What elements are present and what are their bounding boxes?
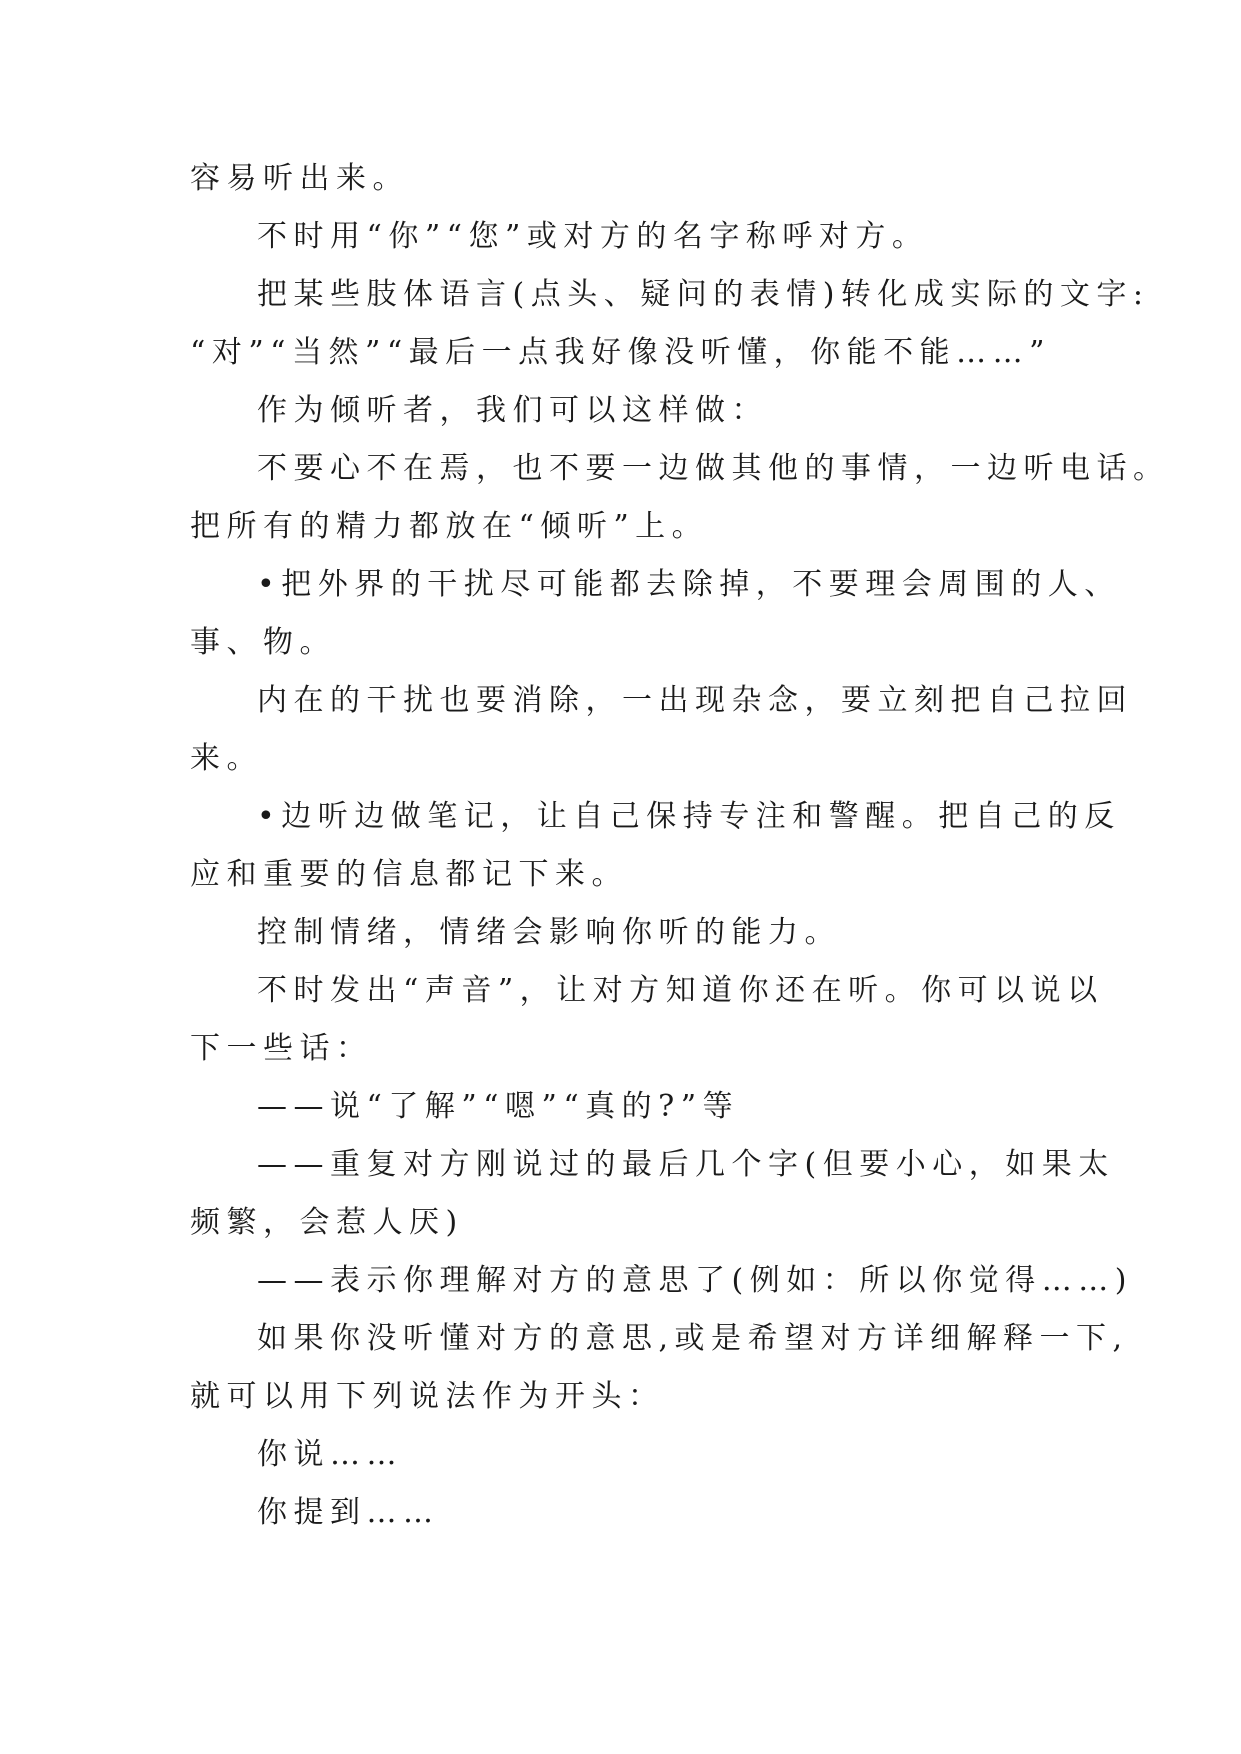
- text-line: 应和重要的信息都记下来。: [190, 857, 628, 892]
- text-line: 来。: [190, 741, 263, 776]
- text-line: 不时用“你”“您”或对方的名字称呼对方。: [257, 219, 929, 254]
- text-line: 不时发出“声音”，让对方知道你还在听。你可以说以: [257, 973, 1104, 1008]
- text-line: 把所有的精力都放在“倾听”上。: [190, 509, 709, 544]
- text-line: 下一些话：: [190, 1031, 373, 1066]
- text-line: 作为倾听者，我们可以这样做：: [257, 393, 768, 428]
- text-line: •把外界的干扰尽可能都去除掉，不要理会周围的人、: [257, 567, 1121, 602]
- document-page: [190, 150, 1170, 1542]
- text-line: 事、物。: [190, 625, 336, 660]
- text-line: 控制情绪，情绪会影响你听的能力。: [257, 915, 841, 950]
- text-line: 就可以用下列说法作为开头：: [190, 1379, 665, 1414]
- text-line: 频繁，会惹人厌): [190, 1205, 464, 1240]
- text-line: ——重复对方刚说过的最后几个字(但要小心，如果太: [257, 1147, 1115, 1182]
- text-line: 内在的干扰也要消除，一出现杂念，要立刻把自己拉回: [257, 683, 1133, 718]
- text-line: ——表示你理解对方的意思了(例如：所以你觉得……): [257, 1263, 1133, 1298]
- text-line: •边听边做笔记，让自己保持专注和警醒。把自己的反: [257, 799, 1121, 834]
- text-line: 你说……: [257, 1437, 403, 1472]
- text-line: 不要心不在焉，也不要一边做其他的事情，一边听电话。: [257, 451, 1170, 486]
- text-line: ——说“了解”“嗯”“真的?”等: [257, 1089, 740, 1124]
- text-line: “对”“当然”“最后一点我好像没听懂，你能不能……”: [190, 335, 1052, 370]
- text-line: 你提到……: [257, 1495, 440, 1530]
- text-line: 如果你没听懂对方的意思,或是希望对方详细解释一下,: [257, 1321, 1129, 1356]
- text-line: 把某些肢体语言(点头、疑问的表情)转化成实际的文字:: [257, 277, 1150, 312]
- text-line: 容易听出来。: [190, 161, 409, 196]
